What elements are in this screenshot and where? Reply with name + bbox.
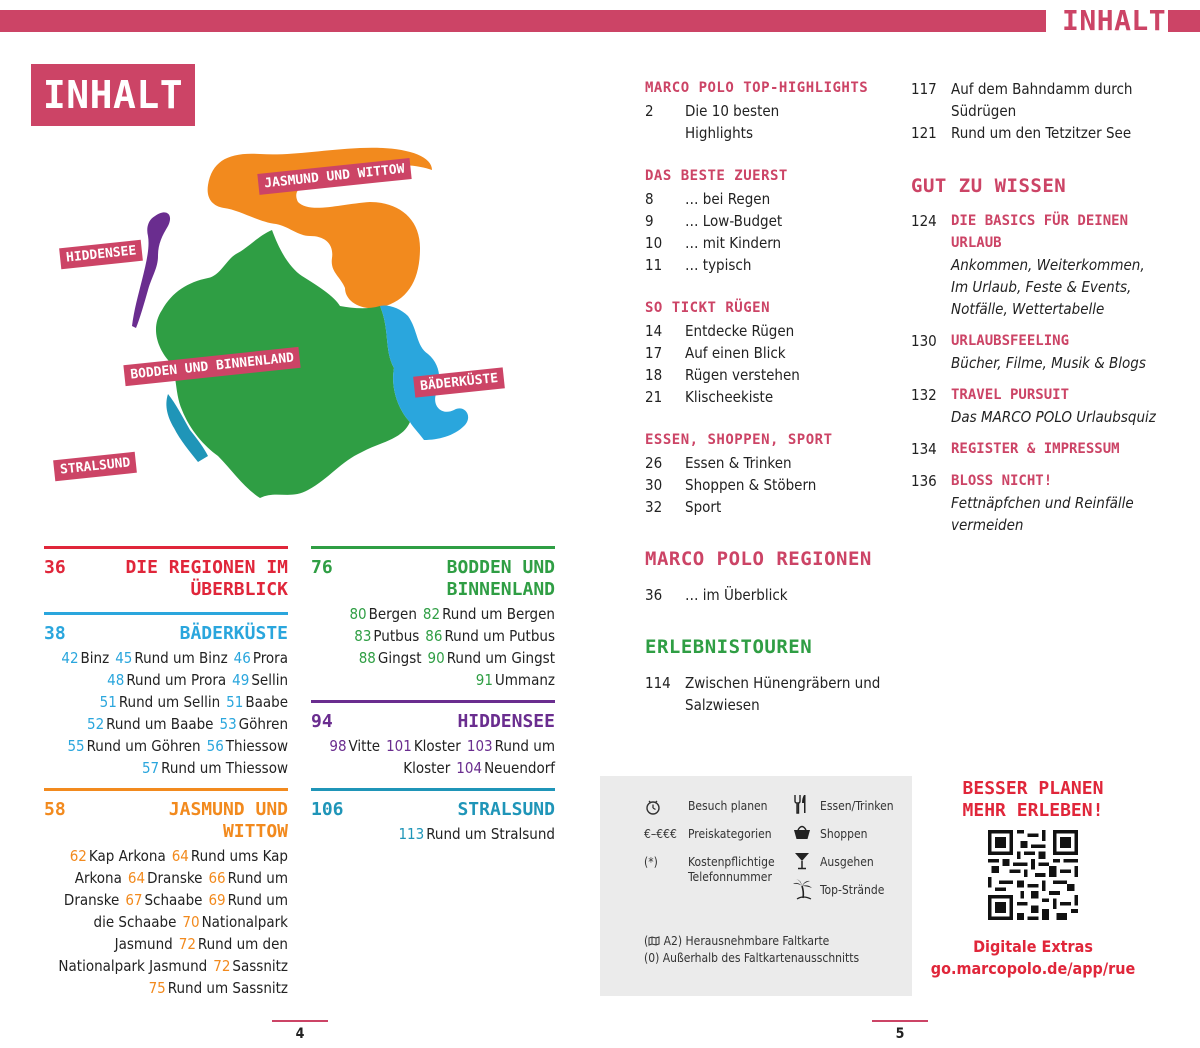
- toc-row[interactable]: [911, 122, 1151, 144]
- entry-title[interactable]: Gingst: [377, 649, 422, 667]
- toc-list-erlebnistouren: [645, 672, 885, 716]
- entry-page[interactable]: 64: [127, 869, 146, 887]
- toc-label: Essen & Trinken: [685, 454, 792, 472]
- entry-title[interactable]: Rund um Putbus: [444, 627, 555, 645]
- promo-extras: [922, 936, 1144, 980]
- region-entry-line: [311, 625, 555, 647]
- legend-straende: Top-Strände: [820, 883, 885, 897]
- region-title-line: BINNENLAND: [446, 579, 555, 600]
- toc-row[interactable]: [645, 210, 875, 232]
- region-page: 58: [44, 799, 66, 820]
- toc-label-wrap: [951, 122, 1151, 144]
- toc-heading-essen: ESSEN, SHOPPEN, SPORT: [645, 432, 833, 448]
- toc-heading-top-highlights: MARCO POLO TOP-HIGHLIGHTS: [645, 80, 869, 96]
- toc-label: Sport: [685, 498, 722, 516]
- palm-tree-icon: [792, 878, 814, 900]
- header-bar-end: [1168, 10, 1200, 32]
- toc-page: 114: [645, 674, 671, 692]
- toc-page: 32: [645, 498, 663, 516]
- entry-title[interactable]: Jasmund: [114, 935, 173, 953]
- entry-page[interactable]: 42: [61, 649, 79, 667]
- toc-label-wrap: [685, 474, 875, 496]
- legend-kosten: Kostenpflichtige Telefonnummer: [688, 855, 775, 884]
- toc-label-wrap: [951, 438, 1161, 460]
- region-baederkueste: [44, 612, 288, 779]
- toc-row[interactable]: [645, 342, 875, 364]
- entry-page[interactable]: 51: [99, 693, 117, 711]
- toc-label-wrap: [951, 78, 1141, 122]
- region-title: [125, 557, 288, 601]
- entry-page[interactable]: 64: [171, 847, 189, 865]
- entry-title[interactable]: Rund um: [494, 737, 555, 755]
- toc-page: 121: [911, 124, 937, 142]
- region-entries: [44, 845, 288, 999]
- region-title-line: WITTOW: [222, 821, 288, 842]
- entry-page[interactable]: 113: [398, 825, 425, 843]
- header-bar: [0, 10, 1046, 32]
- entry-title[interactable]: Putbus: [373, 627, 420, 645]
- entry-title[interactable]: Nationalpark: [201, 913, 288, 931]
- region-heading: [44, 623, 288, 645]
- entry-title[interactable]: Thiessow: [225, 737, 288, 755]
- toc-heading-gut-zu-wissen: GUT ZU WISSEN: [911, 175, 1067, 197]
- entry-title[interactable]: Sellin: [251, 671, 288, 689]
- toc-list-regionen: [645, 584, 875, 606]
- region-jasmund: [44, 788, 288, 999]
- region-rule: [311, 700, 555, 703]
- toc-row[interactable]: [645, 364, 875, 386]
- toc-page: 14: [645, 322, 663, 340]
- region-rule: [44, 788, 288, 791]
- toc-row[interactable]: [645, 584, 875, 606]
- entry-page[interactable]: 75: [148, 979, 166, 997]
- region-heading: [311, 711, 555, 733]
- region-page: 76: [311, 557, 333, 578]
- toc-label: … mit Kindern: [685, 234, 782, 252]
- toc-label: URLAUBSFEELING: [951, 333, 1070, 349]
- region-bodden: [311, 546, 555, 691]
- entry-title[interactable]: die Schaabe: [93, 913, 177, 931]
- entry-page[interactable]: 57: [141, 759, 160, 777]
- toc-label: DIE BASICS FÜR DEINEN URLAUB: [951, 213, 1129, 251]
- page-number-left: [272, 1020, 328, 1042]
- toc-page: 21: [645, 388, 663, 406]
- toc-list-erlebnistouren-cont: [911, 78, 1151, 144]
- toc-label: Die 10 besten Highlights: [685, 102, 780, 142]
- legend-shoppen: Shoppen: [820, 827, 868, 841]
- toc-label-wrap: [685, 100, 795, 144]
- entry-title[interactable]: Rund um Sassnitz: [167, 979, 288, 997]
- toc-label: Zwischen Hünengräbern und Salzwiesen: [685, 674, 881, 714]
- toc-label-wrap: [685, 320, 875, 342]
- entry-page[interactable]: 80: [349, 605, 367, 623]
- entry-page[interactable]: 48: [107, 671, 125, 689]
- region-entry-line: [44, 911, 288, 933]
- toc-page: 134: [911, 440, 937, 458]
- entry-page[interactable]: 72: [213, 957, 231, 975]
- toc-label-wrap: [685, 386, 875, 408]
- entry-title[interactable]: Rund um Göhren: [86, 737, 201, 755]
- toc-page: 117: [911, 80, 937, 98]
- region-hiddensee: [311, 700, 555, 779]
- toc-row[interactable]: [645, 100, 855, 144]
- toc-heading-beste-zuerst: DAS BESTE ZUERST: [645, 168, 788, 184]
- region-entry-line: [311, 603, 555, 625]
- toc-label-wrap: [685, 342, 875, 364]
- promo-extras-label: Digitale Extras: [973, 937, 1093, 956]
- entry-title[interactable]: Rund um Sellin: [118, 693, 221, 711]
- region-title: [457, 711, 555, 733]
- toc-page: 132: [911, 386, 937, 404]
- toc-sub: Fettnäpfchen und Reinfälle vermeiden: [951, 494, 1134, 534]
- entry-page[interactable]: 104: [456, 759, 483, 777]
- entry-title[interactable]: Bergen: [368, 605, 417, 623]
- entry-page[interactable]: 53: [219, 715, 237, 733]
- toc-label-wrap: [685, 496, 875, 518]
- legend-faltkarte-prefix: (: [644, 934, 649, 948]
- toc-row[interactable]: [911, 384, 1161, 428]
- map-label-stralsund: STRALSUND: [53, 452, 137, 482]
- entry-title[interactable]: Ummanz: [494, 671, 555, 689]
- toc-row[interactable]: [645, 232, 875, 254]
- toc-list-top-highlights: [645, 100, 855, 144]
- toc-label: Auf dem Bahndamm durch Südrügen: [951, 80, 1133, 120]
- toc-row[interactable]: [645, 320, 875, 342]
- entry-page[interactable]: 86: [425, 627, 443, 645]
- legend-preis: Preiskategorien: [688, 827, 772, 841]
- entry-page[interactable]: 45: [115, 649, 133, 667]
- region-rule: [311, 546, 555, 549]
- toc-page: 124: [911, 212, 937, 230]
- promo-line-1: BESSER PLANEN: [962, 778, 1104, 799]
- region-title-line: BÄDERKÜSTE: [179, 623, 288, 644]
- entry-page[interactable]: 62: [69, 847, 87, 865]
- toc-label: … typisch: [685, 256, 752, 274]
- entry-page[interactable]: 91: [475, 671, 493, 689]
- entry-title[interactable]: Dranske: [147, 869, 203, 887]
- region-title: [457, 799, 555, 821]
- legend-box: [600, 776, 912, 996]
- entry-title[interactable]: Arkona: [74, 869, 122, 887]
- entry-page[interactable]: 101: [386, 737, 412, 755]
- toc-page: 130: [911, 332, 937, 350]
- toc-page: 136: [911, 472, 937, 490]
- region-entry-line: [44, 977, 288, 999]
- region-entry-line: [44, 757, 288, 779]
- region-entries: [311, 735, 555, 779]
- entry-title[interactable]: Neuendorf: [484, 759, 555, 777]
- map-label-baederkueste: BÄDERKÜSTE: [413, 367, 505, 397]
- region-entry-line: [44, 933, 288, 955]
- region-title: [447, 557, 555, 601]
- entry-title[interactable]: Nationalpark Jasmund: [58, 957, 208, 975]
- entry-page[interactable]: 70: [182, 913, 200, 931]
- toc-row[interactable]: [645, 474, 875, 496]
- region-entry-line: [44, 691, 288, 713]
- region-rule: [311, 788, 555, 791]
- toc-label: … bei Regen: [685, 190, 771, 208]
- cocktail-glass-icon: [794, 852, 810, 870]
- toc-page: 2: [645, 102, 654, 120]
- region-entry-line: [44, 647, 288, 669]
- toc-row[interactable]: [645, 452, 875, 474]
- region-stralsund: [311, 788, 555, 845]
- toc-label: BLOSS NICHT!: [951, 473, 1053, 489]
- entry-title[interactable]: Rund um den: [197, 935, 288, 953]
- entry-title[interactable]: Rund um Prora: [126, 671, 227, 689]
- region-heading: [311, 799, 555, 821]
- entry-title[interactable]: Rund um Gingst: [446, 649, 555, 667]
- entry-title[interactable]: Vitte: [348, 737, 381, 755]
- region-entry-line: [44, 713, 288, 735]
- toc-row[interactable]: [645, 386, 875, 408]
- region-entries: [311, 603, 555, 691]
- entry-title[interactable]: Dranske: [63, 891, 120, 909]
- region-title: [169, 799, 288, 843]
- toc-label-wrap: [951, 470, 1161, 536]
- region-entry-line: [311, 823, 555, 845]
- toc-label-wrap: [685, 584, 875, 606]
- toc-label: … im Überblick: [685, 586, 788, 604]
- entry-page[interactable]: 66: [208, 869, 226, 887]
- toc-label: Auf einen Blick: [685, 344, 786, 362]
- entry-title[interactable]: Kloster: [413, 737, 461, 755]
- toc-row[interactable]: [911, 330, 1161, 374]
- toc-row[interactable]: [911, 78, 1151, 122]
- toc-label-wrap: [951, 330, 1161, 374]
- toc-heading-erlebnistouren: ERLEBNISTOUREN: [645, 636, 813, 658]
- entry-title[interactable]: Rund um Bergen: [442, 605, 555, 623]
- entry-title[interactable]: Schaabe: [144, 891, 203, 909]
- entry-page[interactable]: 103: [466, 737, 493, 755]
- toc-label: Shoppen & Stöbern: [685, 476, 817, 494]
- page-title: INHALT: [31, 64, 195, 126]
- entry-title[interactable]: Rund um Stralsund: [426, 825, 555, 843]
- entry-title[interactable]: Rund um Binz: [134, 649, 228, 667]
- entry-title[interactable]: Rund ums Kap: [190, 847, 288, 865]
- toc-label: Rügen verstehen: [685, 366, 800, 384]
- region-heading: [44, 557, 288, 601]
- toc-sub: Das MARCO POLO Urlaubsquiz: [951, 408, 1156, 426]
- legend-besuch: Besuch planen: [688, 799, 768, 813]
- toc-list-beste-zuerst: [645, 188, 875, 276]
- toc-row[interactable]: [911, 210, 1161, 320]
- toc-list-gut-zu-wissen: [911, 210, 1161, 546]
- region-title-line: DIE REGIONEN IM: [125, 557, 288, 578]
- header-tag: INHALT: [1062, 4, 1167, 37]
- toc-label: Rund um den Tetzitzer See: [951, 124, 1132, 142]
- toc-label: Klischeekiste: [685, 388, 774, 406]
- promo-line-2: MEHR ERLEBEN!: [962, 800, 1104, 821]
- entry-page[interactable]: 49: [232, 671, 250, 689]
- toc-label-wrap: [951, 384, 1161, 428]
- entry-title[interactable]: Sassnitz: [232, 957, 288, 975]
- map-label-bodden: BODDEN UND BINNENLAND: [123, 347, 301, 386]
- region-entry-line: [311, 669, 555, 691]
- region-entries: [311, 823, 555, 845]
- toc-row[interactable]: [645, 254, 875, 276]
- legend-ausgehen: Ausgehen: [820, 855, 874, 869]
- region-entry-line: [44, 669, 288, 691]
- toc-label-wrap: [685, 232, 875, 254]
- toc-sub: Ankommen, Weiterkommen, Im Urlaub, Feste & Events, Notfälle, Wettertabelle: [951, 256, 1145, 318]
- qr-code-icon[interactable]: [988, 830, 1078, 920]
- legend-essen: Essen/Trinken: [820, 799, 894, 813]
- toc-page: 18: [645, 366, 663, 384]
- entry-title[interactable]: Kloster: [403, 759, 451, 777]
- region-page: 94: [311, 711, 333, 732]
- region-entry-line: [311, 757, 555, 779]
- region-page: 106: [311, 799, 344, 820]
- toc-heading-regionen: MARCO POLO REGIONEN: [645, 548, 872, 570]
- toc-label: Entdecke Rügen: [685, 322, 795, 340]
- region-rule: [44, 546, 288, 549]
- entry-title[interactable]: Göhren: [238, 715, 288, 733]
- legend-ausserhalb: (0) Außerhalb des Faltkartenausschnitts: [644, 951, 860, 965]
- toc-row[interactable]: [911, 438, 1161, 460]
- region-entry-line: [44, 867, 288, 889]
- toc-label-wrap: [951, 210, 1161, 320]
- toc-page: 10: [645, 234, 663, 252]
- toc-sub: Bücher, Filme, Musik & Blogs: [951, 354, 1146, 372]
- map-label-jasmund: JASMUND UND WITTOW: [257, 158, 411, 195]
- toc-label-wrap: [685, 210, 875, 232]
- entry-title[interactable]: Rund um: [227, 869, 288, 887]
- region-entry-line: [44, 889, 288, 911]
- toc-list-so-tickt: [645, 320, 875, 408]
- entry-page[interactable]: 72: [178, 935, 196, 953]
- legend-kosten-symbol: (*): [644, 855, 658, 869]
- region-title-line: HIDDENSEE: [457, 711, 555, 732]
- entry-page[interactable]: 56: [206, 737, 224, 755]
- toc-page: 8: [645, 190, 654, 208]
- region-entries: [44, 647, 288, 779]
- entry-page[interactable]: 83: [354, 627, 372, 645]
- region-entry-line: [44, 845, 288, 867]
- entry-page[interactable]: 82: [422, 605, 441, 623]
- toc-page: 30: [645, 476, 663, 494]
- toc-heading-so-tickt: SO TICKT RÜGEN: [645, 300, 771, 316]
- toc-row[interactable]: [645, 188, 875, 210]
- entry-page[interactable]: 98: [329, 737, 347, 755]
- entry-title[interactable]: Rund um Thiessow: [161, 759, 288, 777]
- entry-page[interactable]: 90: [427, 649, 445, 667]
- toc-row[interactable]: [645, 496, 875, 518]
- entry-page[interactable]: 52: [86, 715, 105, 733]
- entry-page[interactable]: 69: [208, 891, 226, 909]
- folding-map-icon: [648, 936, 660, 946]
- entry-page[interactable]: 67: [125, 891, 143, 909]
- page-number-left-label: 4: [295, 1026, 305, 1042]
- region-entry-line: [44, 955, 288, 977]
- toc-label-wrap: [685, 452, 875, 474]
- region-title-line: JASMUND UND: [168, 799, 288, 820]
- basket-icon: [792, 824, 812, 840]
- toc-label: REGISTER & IMPRESSUM: [951, 441, 1120, 457]
- toc-page: 17: [645, 344, 663, 362]
- region-page: 38: [44, 623, 66, 644]
- toc-label-wrap: [685, 254, 875, 276]
- page-number-right-label: 5: [895, 1026, 905, 1042]
- region-title-line: BODDEN UND: [446, 557, 555, 578]
- region-entry-line: [44, 735, 288, 757]
- region-title: [180, 623, 288, 645]
- map-label-hiddensee: HIDDENSEE: [59, 240, 143, 270]
- entry-page[interactable]: 51: [226, 693, 244, 711]
- region-page: 36: [44, 557, 66, 578]
- legend-faltkarte-row: [644, 934, 829, 949]
- entry-page[interactable]: 55: [67, 737, 85, 755]
- entry-title[interactable]: Baabe: [245, 693, 288, 711]
- entry-title[interactable]: Kap Arkona: [88, 847, 166, 865]
- promo-url[interactable]: go.marcopolo.de/app/rue: [930, 959, 1136, 978]
- region-title-line: STRALSUND: [457, 799, 555, 820]
- legend-preis-symbol: €–€€€: [644, 827, 677, 841]
- entry-page[interactable]: 46: [233, 649, 251, 667]
- entry-page[interactable]: 88: [358, 649, 376, 667]
- region-entry-line: [311, 735, 555, 757]
- toc-label-wrap: [685, 364, 875, 386]
- entry-title[interactable]: Rund um Baabe: [106, 715, 214, 733]
- fork-knife-icon: [792, 794, 808, 814]
- region-entry-line: [311, 647, 555, 669]
- clock-icon: [644, 798, 662, 816]
- toc-label: TRAVEL PURSUIT: [951, 387, 1070, 403]
- toc-page: 9: [645, 212, 654, 230]
- page-number-right: [872, 1020, 928, 1042]
- region-ueberblick: [44, 546, 288, 601]
- region-title-line: ÜBERBLICK: [190, 579, 288, 600]
- region-heading: [311, 557, 555, 601]
- toc-page: 26: [645, 454, 663, 472]
- region-heading: [44, 799, 288, 843]
- entry-title[interactable]: Rund um: [227, 891, 288, 909]
- toc-page: 11: [645, 256, 663, 274]
- toc-row[interactable]: [911, 470, 1161, 536]
- toc-label-wrap: [685, 188, 875, 210]
- entry-title[interactable]: Prora: [252, 649, 288, 667]
- toc-label: … Low-Budget: [685, 212, 783, 230]
- region-rule: [44, 612, 288, 615]
- toc-row[interactable]: [645, 672, 885, 716]
- legend-faltkarte: A2) Herausnehmbare Faltkarte: [663, 934, 830, 948]
- toc-label-wrap: [685, 672, 885, 716]
- promo-headline: [930, 778, 1136, 822]
- entry-title[interactable]: Binz: [80, 649, 110, 667]
- toc-page: 36: [645, 586, 663, 604]
- toc-list-essen: [645, 452, 875, 518]
